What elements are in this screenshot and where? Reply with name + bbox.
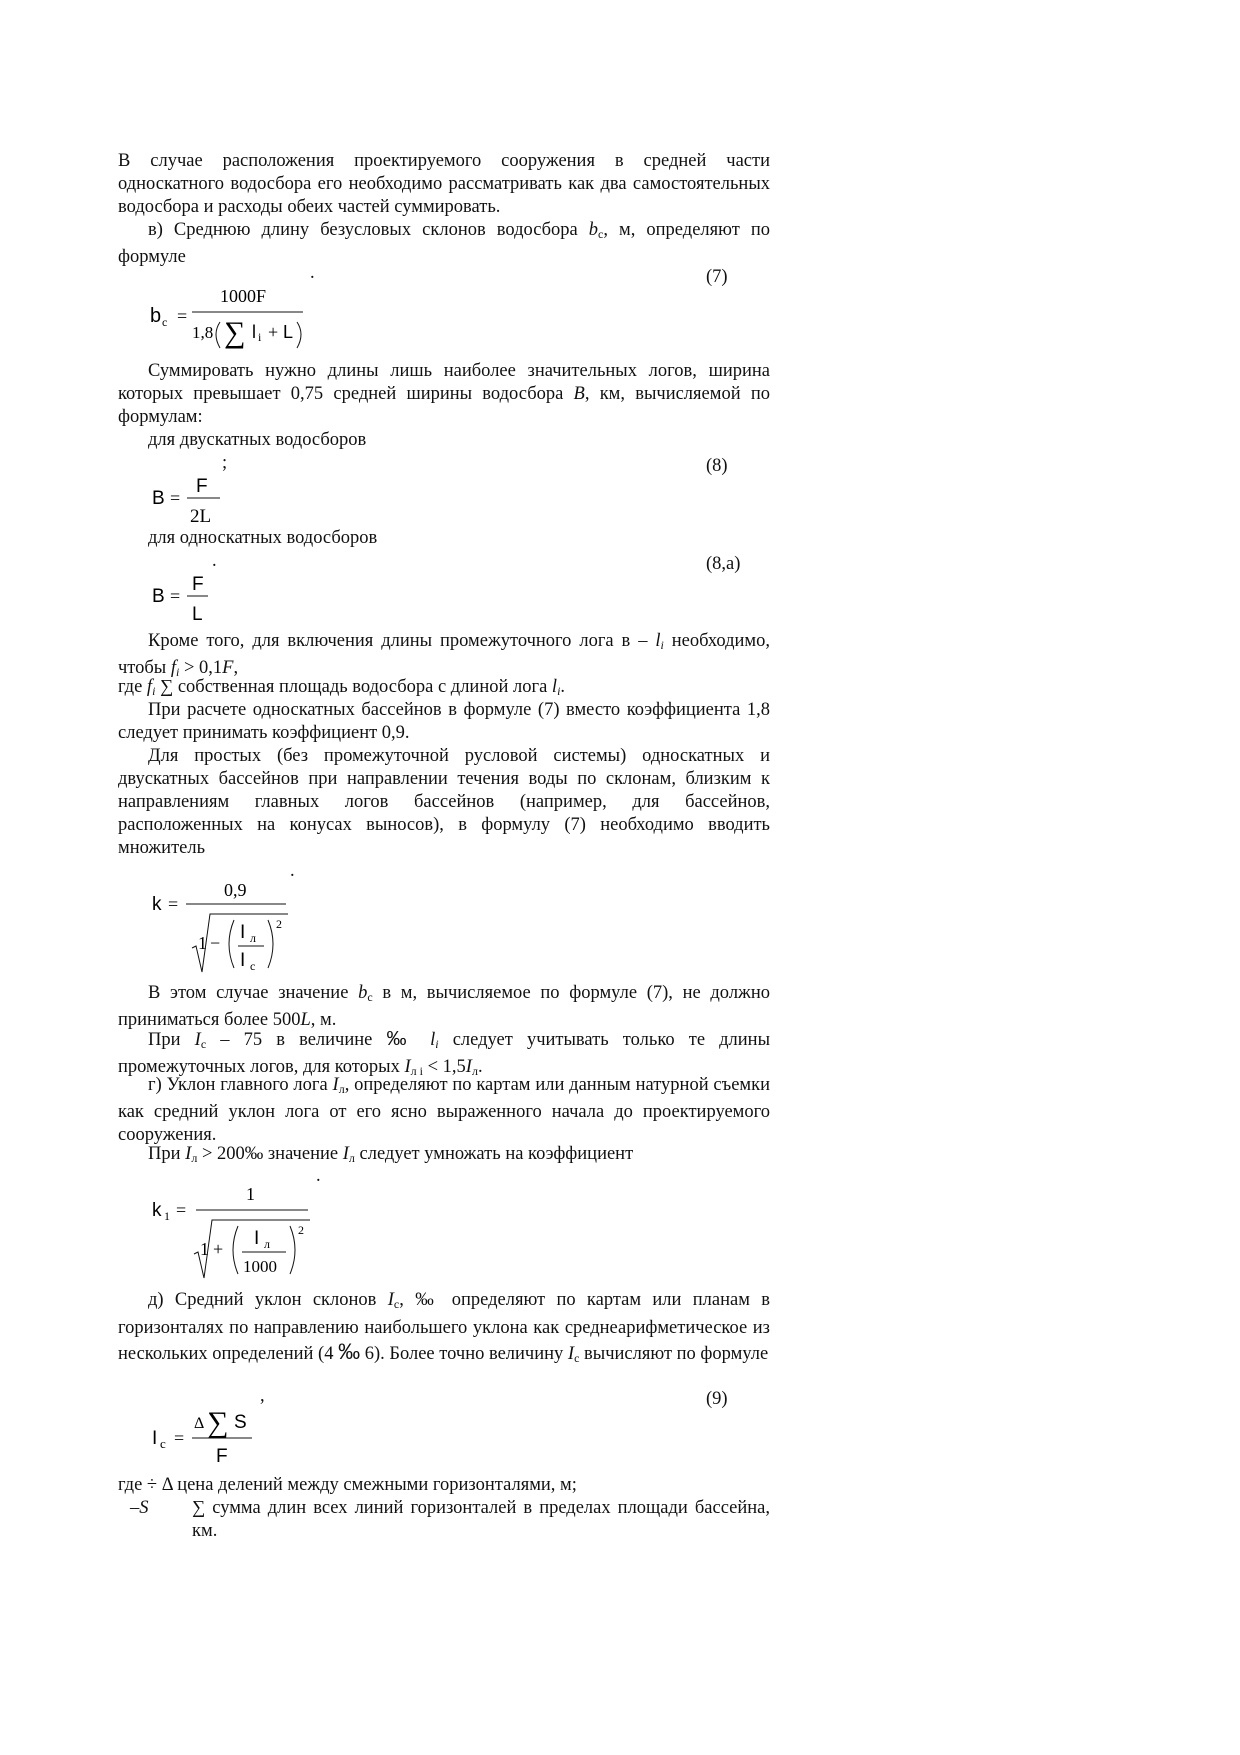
fk-in-num-sub: л: [250, 931, 256, 945]
f7-den-coef: 1,8: [192, 323, 214, 342]
formula-k1-dot: .: [316, 1166, 321, 1186]
paragraph-7: где $f_i$ ∑ собственная площадь водосбора с длиной лога $l_i$.: [118, 677, 566, 698]
paragraph-1: В случае расположения проектируемого сооружения в средней части односкатного водосбора его необходимо рассматривать как два самостоятельных водосбора и расходы обеих частей суммировать.: [118, 151, 770, 217]
f9-lhs: I: [152, 1428, 158, 1449]
f9-num-delta: Δ: [194, 1415, 205, 1432]
formula-8: [140, 470, 230, 532]
fk1-pow: 2: [298, 1223, 304, 1237]
equation-number-9: (9): [706, 1389, 728, 1409]
formula-8a: [140, 568, 220, 630]
f8-den: 2L: [190, 506, 212, 527]
f7-sigma-icon: ∑: [224, 316, 246, 349]
fk-eq: =: [168, 894, 179, 914]
fk1-in-num: I: [254, 1228, 260, 1249]
fk-in-den: I: [240, 950, 246, 971]
fk1-right-paren: [290, 1226, 295, 1274]
formula-k: [140, 876, 300, 976]
fk-in-num: I: [240, 922, 246, 943]
paragraph-10: В этом случае значение $b_c$ в м, вычисляемое по формуле (7), не должно приниматься более 500L, м.: [118, 983, 770, 1030]
f8-eq: =: [170, 488, 181, 508]
fk-lhs: k: [152, 894, 162, 915]
f7-eq: =: [177, 306, 188, 326]
fk1-in-den: 1000: [243, 1257, 277, 1276]
fk-left-paren: [229, 920, 234, 968]
paragraph-8: При расчете односкатных бассейнов в формуле (7) вместо коэффициента 1,8 следует принимать коэффициент 0,9.: [118, 700, 770, 743]
paragraph-16: ∑ сумма длин всех линий горизонталей в пределах площади бассейна, км.: [192, 1498, 770, 1541]
f7-left-paren: [216, 322, 220, 348]
f8-lhs: B: [152, 488, 165, 509]
f7-lhs: b: [150, 305, 162, 327]
formula-7-dot: .: [310, 263, 315, 283]
f9-lhs-sub: с: [160, 1436, 166, 1451]
fk-minus: −: [210, 933, 221, 953]
fk1-lhs-sub: 1: [164, 1209, 170, 1223]
f7-num: 1000F: [220, 286, 267, 306]
equation-number-8a: (8,а): [706, 554, 741, 574]
fk-one: 1: [198, 933, 207, 953]
paragraph-13: При $I_л$ > 200‰ значение $I_л$ следует умножать на коэффициент: [148, 1144, 634, 1165]
f8a-num: F: [192, 574, 204, 595]
equation-number-8: (8): [706, 456, 728, 476]
paragraph-2: в) Среднюю длину безусловых склонов водосбора $b_c$, м, определяют по формуле: [118, 220, 770, 267]
fk1-num: 1: [246, 1184, 255, 1204]
paragraph-6: Кроме того, для включения длины промежуточного лога в – $l_i$ необходимо, чтобы $f_i > 0,1F$,: [118, 631, 771, 679]
formula-9-comma: ,: [260, 1386, 265, 1406]
f7-den-l: l: [252, 322, 256, 342]
f7-right-paren: [297, 322, 301, 348]
equation-number-7: (7): [706, 267, 728, 287]
paragraph-16-lead: –S: [130, 1498, 149, 1518]
fk1-one: 1: [200, 1239, 209, 1259]
f7-lhs-sub: c: [162, 315, 168, 329]
formula-9: [140, 1402, 260, 1470]
fk1-in-num-sub: л: [264, 1237, 270, 1251]
paragraph-3: Суммировать нужно длины лишь наиболее значительных логов, ширина которых превышает 0,75 средней ширины водосбора B, км, вычисляемой по формулам:: [118, 361, 770, 427]
f7-den-lsub: i: [258, 330, 262, 344]
fk-num: 0,9: [224, 880, 247, 900]
f9-den: F: [216, 1446, 228, 1467]
formula-k-dot: .: [290, 861, 295, 881]
f9-num-S: S: [234, 1412, 247, 1433]
f9-eq: =: [174, 1428, 185, 1448]
f8a-lhs: B: [152, 586, 165, 607]
formula-k1: [140, 1182, 320, 1282]
paragraph-14: д) Средний уклон склонов $I_c$, ‰ определяют по картам или планам в горизонталях по направлению наибольшего уклона как среднеарифметическое из нескольких определений (4 ‰ 6). Более точно величину $I_c$ вычисляют по формуле: [118, 1290, 770, 1365]
f7-den-L: L: [283, 322, 294, 342]
paragraph-12: г) Уклон главного лога $I_л$, определяют по картам или данным натурной съемки как средний уклон лога от его ясно выраженного начала до проектируемого сооружения.: [118, 1075, 770, 1145]
fk1-plus: +: [213, 1239, 224, 1259]
f8a-den: L: [192, 604, 203, 625]
paragraph-11: При $I_c - 75$ в величине ‰ $l_i$ следует учитывать только те длины промежуточных логов, для которых $I_{л i} < 1,5I_л$.: [118, 1028, 771, 1078]
fk-in-den-sub: с: [250, 959, 256, 973]
fk-pow: 2: [276, 917, 282, 931]
formula-7: [140, 282, 330, 354]
formula-8a-dot: .: [212, 551, 217, 571]
f8-num: F: [196, 476, 208, 497]
paragraph-9: Для простых (без промежуточной русловой системы) односкатных и двускатных бассейнов при направлении течения воды по склонам, близким к направлениям главных логов бассейнов (например, для бассейнов, расположенных на конусах выносов), в формулу (7) необходимо вводить множитель: [118, 746, 770, 858]
fk-right-paren: [268, 920, 273, 968]
paragraph-5: для односкатных водосборов: [148, 528, 378, 548]
f8a-eq: =: [170, 586, 181, 606]
fk1-lhs: k: [152, 1200, 162, 1221]
f9-sigma-icon: ∑: [207, 1406, 229, 1439]
paragraph-4: для двускатных водосборов: [148, 430, 367, 450]
formula-8-semicolon: ;: [222, 453, 228, 473]
fk1-eq: =: [176, 1200, 187, 1220]
paragraph-15: где ÷ Δ цена делений между смежными горизонталями, м;: [118, 1475, 577, 1495]
fk1-left-paren: [233, 1226, 238, 1274]
f7-den-plus: +: [268, 322, 279, 342]
